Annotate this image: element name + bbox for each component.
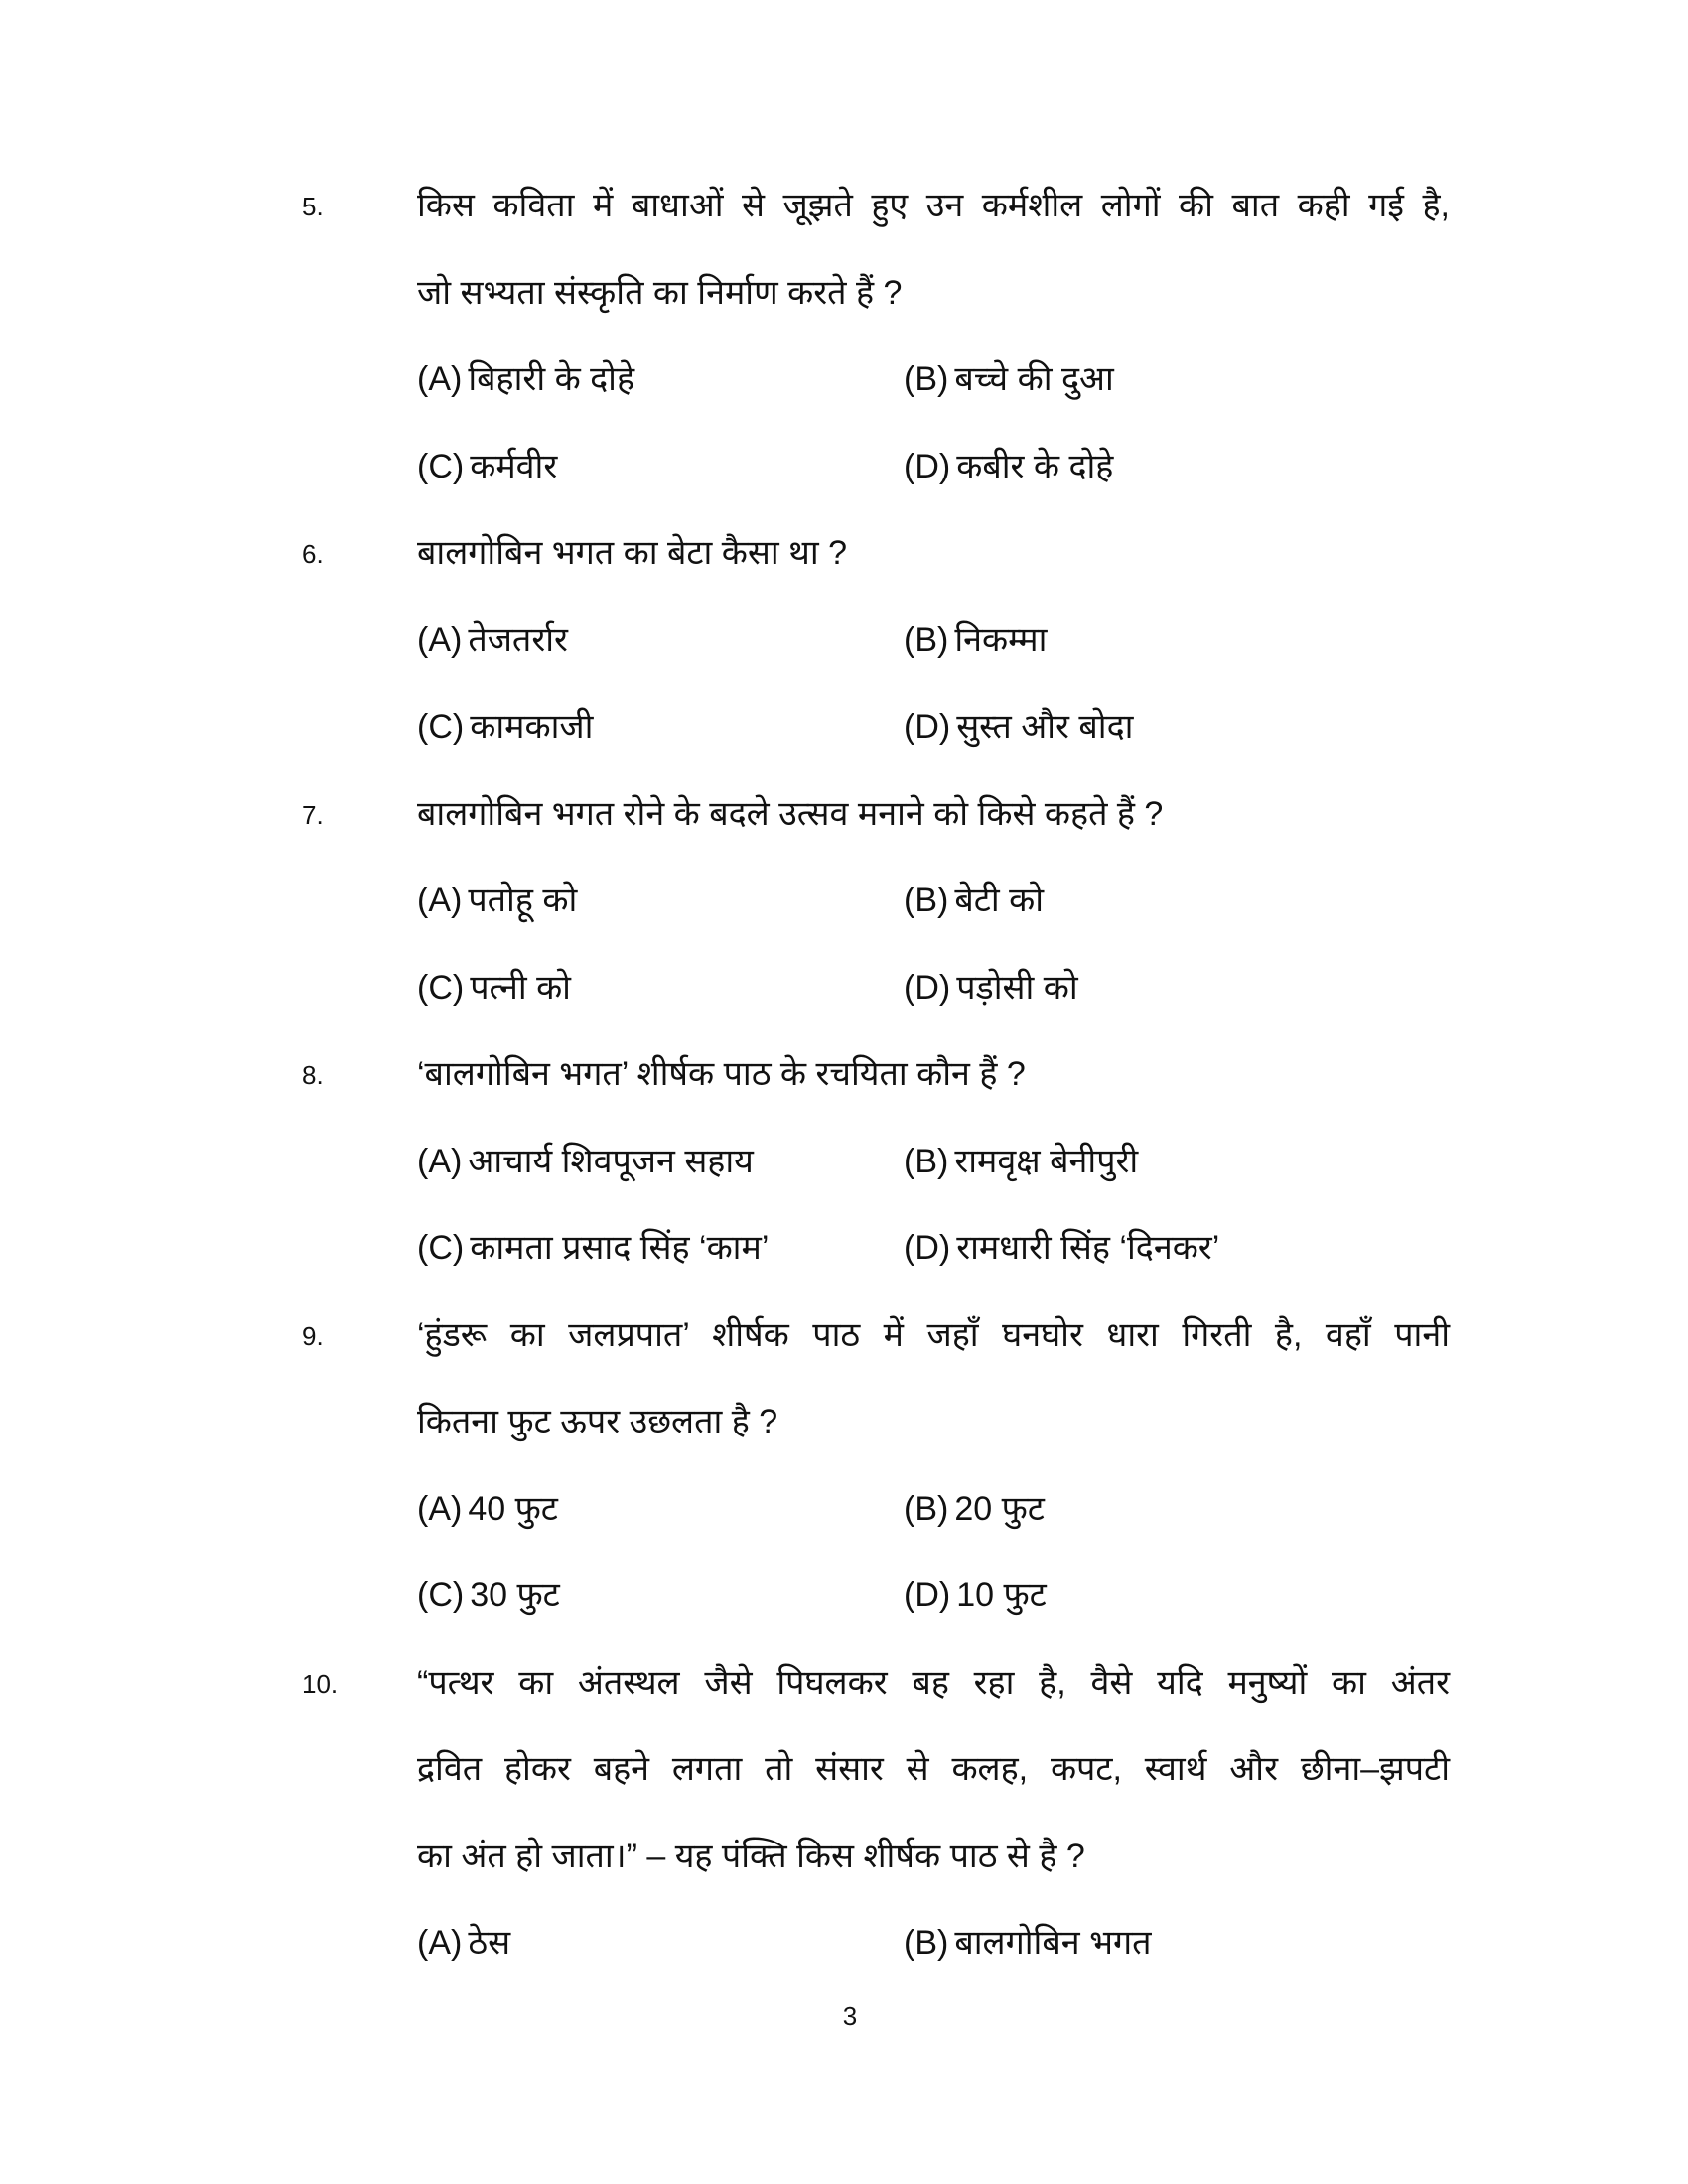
option [904, 337, 1114, 424]
option-label: (B) [904, 1924, 949, 1962]
option [904, 1205, 1219, 1293]
option-text: 40 फुट [468, 1489, 558, 1528]
option [904, 858, 1044, 945]
question-text-line: बालगोबिन भगत रोने के बदले उत्सव मनाने को किसे कहते हैं ? [417, 794, 1164, 833]
options-row [417, 1553, 1688, 1640]
option-label: (C) [417, 1229, 465, 1267]
options-row [417, 1119, 1688, 1206]
option [417, 1553, 560, 1640]
option [417, 424, 557, 511]
option-label: (D) [904, 1229, 951, 1267]
option [417, 945, 571, 1032]
option [417, 858, 577, 945]
options-row [417, 424, 1688, 511]
option-text: तेजतर्रार [468, 620, 568, 659]
option-label: (A) [417, 620, 463, 659]
option-text: 20 फुट [954, 1489, 1045, 1528]
question-6 [0, 510, 1688, 771]
question-text-line: किस कविता में बाधाओं से जूझते हुए उन कर्मशील लोगों की बात कही गई है, [417, 187, 1450, 224]
option-label: (D) [904, 708, 951, 746]
option-label: (A) [417, 360, 463, 398]
option-text: बेटी को [954, 882, 1045, 919]
option-label: (B) [904, 360, 949, 398]
option [904, 1119, 1138, 1206]
option-text: कामता प्रसाद सिंह ‘काम’ [470, 1229, 770, 1267]
option-text: पड़ोसी को [956, 968, 1078, 1007]
option [904, 1466, 1045, 1554]
option-text: रामधारी सिंह ‘दिनकर’ [956, 1229, 1220, 1267]
option-text: बिहारी के दोहे [468, 360, 635, 398]
option-label: (C) [417, 968, 465, 1007]
option-text: सुस्त और बोदा [956, 708, 1134, 746]
options-row [417, 945, 1688, 1032]
option-text: बच्चे की दुआ [954, 360, 1114, 398]
options-row [417, 684, 1688, 771]
option-label: (D) [904, 447, 951, 485]
options-row [417, 337, 1688, 424]
option-text: 10 फुट [956, 1576, 1047, 1614]
options-row [417, 858, 1688, 945]
question-text-line: कितना फुट ऊपर उछलता है ? [417, 1403, 778, 1440]
option-label: (B) [904, 1142, 949, 1180]
option-label: (D) [904, 1576, 951, 1614]
option-label: (B) [904, 1489, 949, 1528]
option-text: 30 फुट [470, 1576, 560, 1614]
option-label: (C) [417, 1576, 465, 1614]
question-sheet [0, 163, 1688, 1987]
question-number: 5. [302, 192, 324, 221]
option [904, 424, 1113, 511]
options-row [417, 598, 1688, 685]
page-number: 3 [842, 2001, 858, 2031]
option-label: (A) [417, 882, 463, 919]
option-text: कामकाजी [470, 708, 594, 746]
question-number: 10. [302, 1668, 339, 1699]
question-text-line: का अंत हो जाता।” – यह पंक्ति किस शीर्षक पाठ से है ? [417, 1837, 1085, 1875]
option [904, 684, 1133, 771]
question-text-line: “पत्थर का अंतस्थल जैसे पिघलकर बह रहा है, वैसे यदि मनुष्यों का अंतर [417, 1663, 1450, 1702]
question-number: 8. [302, 1060, 324, 1090]
question-number: 9. [302, 1320, 324, 1351]
option-label: (C) [417, 708, 465, 746]
option-text: पतोहू को [468, 882, 578, 919]
question-7 [0, 771, 1688, 1032]
question-5 [0, 163, 1688, 510]
option-label: (A) [417, 1142, 463, 1180]
option-label: (C) [417, 447, 465, 485]
question-9 [0, 1293, 1688, 1640]
question-10 [0, 1640, 1688, 1987]
option [417, 1900, 510, 1987]
option [904, 1553, 1047, 1640]
question-text-line: ‘बालगोबिन भगत’ शीर्षक पाठ के रचयिता कौन हैं ? [417, 1055, 1026, 1093]
question-number: 6. [302, 539, 324, 569]
option [417, 684, 593, 771]
question-text-line: ‘हुंडरू का जलप्रपात’ शीर्षक पाठ में जहाँ घनघोर धारा गिरती है, वहाँ पानी [417, 1315, 1450, 1354]
option-label: (A) [417, 1924, 463, 1962]
option [904, 1900, 1152, 1987]
option-text: पत्नी को [470, 968, 571, 1007]
question-text-line: द्रवित होकर बहने लगता तो संसार से कलह, कपट, स्वार्थ और छीना–झपटी [417, 1750, 1450, 1788]
option [904, 945, 1078, 1032]
option-label: (A) [417, 1489, 463, 1528]
option [417, 337, 634, 424]
question-text-line: जो सभ्यता संस्कृति का निर्माण करते हैं ? [417, 273, 903, 312]
question-text-line: बालगोबिन भगत का बेटा कैसा था ? [417, 534, 848, 572]
option-label: (B) [904, 620, 949, 659]
option-text: रामवृक्ष बेनीपुरी [954, 1142, 1139, 1180]
options-row [417, 1205, 1688, 1293]
option [417, 598, 568, 685]
option [904, 598, 1047, 685]
option-text: ठेस [468, 1924, 511, 1962]
option-text: बालगोबिन भगत [954, 1924, 1152, 1962]
option-label: (D) [904, 968, 951, 1007]
option-text: कर्मवीर [470, 447, 558, 485]
option-text: कबीर के दोहे [956, 447, 1114, 485]
question-8 [0, 1031, 1688, 1293]
options-row [417, 1466, 1688, 1554]
option [417, 1205, 769, 1293]
option [417, 1119, 754, 1206]
option-text: निकम्मा [954, 620, 1048, 659]
option-text: आचार्य शिवपूजन सहाय [468, 1142, 754, 1180]
option-label: (B) [904, 882, 949, 919]
question-number: 7. [302, 799, 324, 830]
options-row [417, 1900, 1688, 1987]
option [417, 1466, 558, 1554]
